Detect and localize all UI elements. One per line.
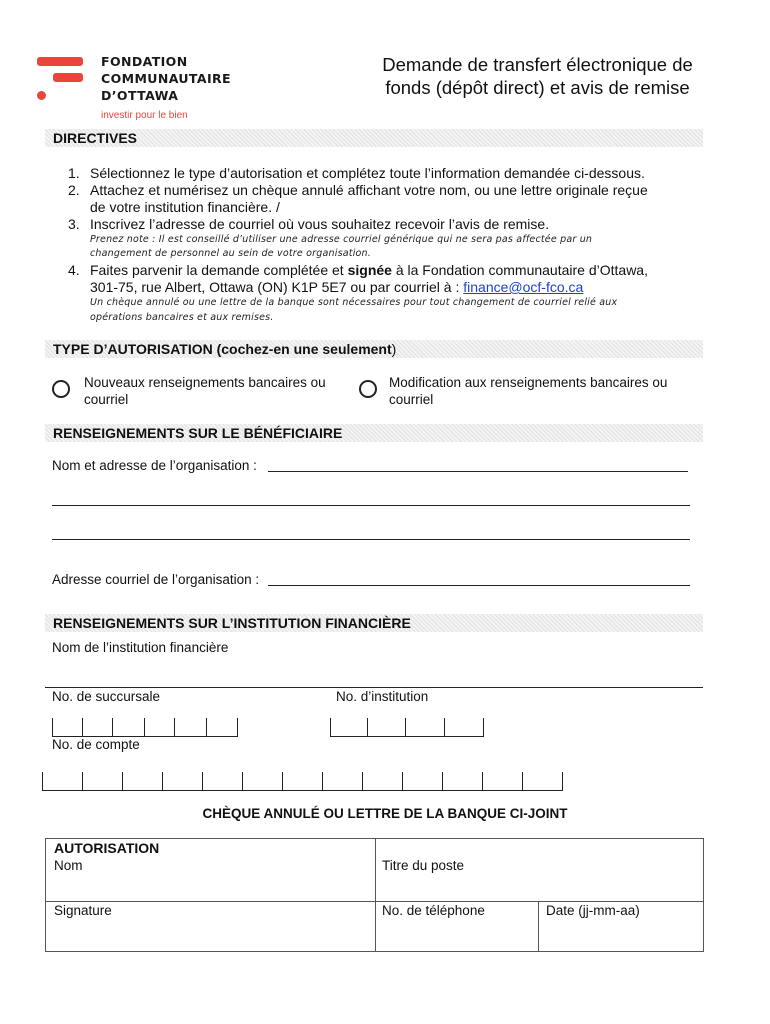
account-number-label: No. de compte — [52, 737, 140, 752]
logo-bar-top — [37, 57, 83, 66]
radio-label-new-banking-info — [84, 374, 326, 408]
list-item-text — [90, 279, 583, 296]
radio-label-line: Modification aux renseignements bancaires ou — [389, 375, 668, 390]
authorization-table — [45, 838, 704, 952]
logo-dot — [37, 91, 46, 100]
beneficiary-header-text: RENSEIGNEMENTS SUR LE BÉNÉFICIAIRE — [53, 425, 343, 441]
radio-modify-banking-info[interactable] — [359, 380, 377, 398]
date-field[interactable] — [540, 919, 702, 949]
list-item-number: 4. — [68, 262, 80, 278]
authorization-type-header-tail: ) — [391, 341, 397, 357]
logo-line-1: FONDATION — [101, 54, 188, 69]
account-number-boxes[interactable] — [42, 772, 563, 791]
list-item-text: Sélectionnez le type d’autorisation et complétez toute l’information demandée ci-dessous. — [90, 165, 645, 181]
branch-number-label: No. de succursale — [52, 689, 161, 704]
authorization-header: AUTORISATION — [54, 840, 160, 856]
logo-line-2: COMMUNAUTAIRE — [101, 71, 231, 86]
authorization-type-header-text: TYPE D’AUTORISATION (cochez-en une seulement — [53, 341, 392, 357]
directives-header — [45, 129, 703, 147]
institution-name-field[interactable] — [45, 687, 703, 688]
institution-name-label: Nom de l’institution financière — [52, 640, 229, 655]
list-item-number: 2. — [68, 182, 80, 198]
directive-note: changement de personnel au sein de votre organisation. — [90, 248, 371, 259]
authorization-type-header — [45, 340, 703, 358]
list-item-text-part: 301-75, rue Albert, Ottawa (ON) K1P 5E7 ou par courriel à : — [90, 279, 464, 295]
bank-header-text: RENSEIGNEMENTS SUR L’INSTITUTION FINANCIÈRE — [53, 615, 411, 631]
page-title-line-1: Demande de transfert électronique de — [382, 54, 693, 75]
directive-note: Un chèque annulé ou une lettre de la banque sont nécessaires pour tout changement de courriel relié aux — [90, 297, 618, 308]
list-item-text-part: à la Fondation communautaire d’Ottawa, — [391, 262, 648, 278]
org-address-field-line-2[interactable] — [52, 505, 690, 506]
list-item-number: 3. — [68, 216, 80, 232]
org-name-field[interactable] — [268, 471, 688, 472]
list-item-text-part: Faites parvenir la demande complétée et — [90, 262, 348, 278]
radio-label-modify-banking-info — [389, 374, 667, 408]
phone-field[interactable] — [377, 919, 537, 949]
radio-label-line: courriel — [84, 392, 129, 407]
institution-number-boxes[interactable] — [330, 718, 484, 737]
signed-emphasis: signée — [347, 262, 392, 278]
list-item-text: Inscrivez l’adresse de courriel où vous souhaitez recevoir l’avis de remise. — [90, 216, 550, 232]
logo-bar-middle — [53, 73, 83, 82]
page-title — [355, 53, 720, 99]
radio-label-line: courriel — [389, 392, 434, 407]
radio-label-line: Nouveaux renseignements bancaires ou — [84, 375, 326, 390]
institution-number-label: No. d’institution — [336, 689, 429, 704]
name-field[interactable] — [47, 857, 373, 899]
list-item-number: 1. — [68, 165, 80, 181]
signature-label: Signature — [54, 903, 112, 918]
directive-note: Prenez note : Il est conseillé d’utiliser une adresse courriel générique qui ne sera pas affectée par un — [90, 234, 593, 245]
org-email-field[interactable] — [268, 585, 690, 586]
org-address-field-line-3[interactable] — [52, 539, 690, 540]
phone-label: No. de téléphone — [382, 903, 485, 918]
directive-note: opérations bancaires et aux remises. — [90, 312, 274, 323]
position-field[interactable] — [377, 857, 702, 899]
beneficiary-header — [45, 424, 703, 442]
signature-field[interactable] — [47, 919, 373, 949]
column-divider — [375, 839, 376, 951]
logo-text — [101, 53, 231, 104]
radio-new-banking-info[interactable] — [52, 380, 70, 398]
list-item-text — [90, 262, 648, 279]
list-item-text: Attachez et numérisez un chèque annulé affichant votre nom, ou une lettre originale reçue — [90, 182, 648, 198]
logo-line-3: D’OTTAWA — [101, 88, 179, 103]
org-name-label: Nom et adresse de l’organisation : — [52, 458, 257, 473]
date-label: Date (jj-mm-aa) — [546, 903, 640, 918]
logo-tagline: investir pour le bien — [101, 110, 188, 121]
column-divider — [538, 901, 539, 951]
name-label: Nom — [54, 858, 83, 873]
email-link[interactable]: finance@ocf-fco.ca — [463, 279, 584, 295]
list-item-text: de votre institution financière. / — [90, 199, 280, 215]
position-label: Titre du poste — [382, 858, 465, 873]
page-title-line-2: fonds (dépôt direct) et avis de remise — [385, 77, 690, 98]
directives-header-text: DIRECTIVES — [53, 130, 138, 146]
branch-number-boxes[interactable] — [52, 718, 238, 737]
org-email-label: Adresse courriel de l’organisation : — [52, 572, 260, 587]
bank-header — [45, 614, 703, 632]
cheque-attached-label: CHÈQUE ANNULÉ OU LETTRE DE LA BANQUE CI-JOINT — [202, 806, 568, 821]
